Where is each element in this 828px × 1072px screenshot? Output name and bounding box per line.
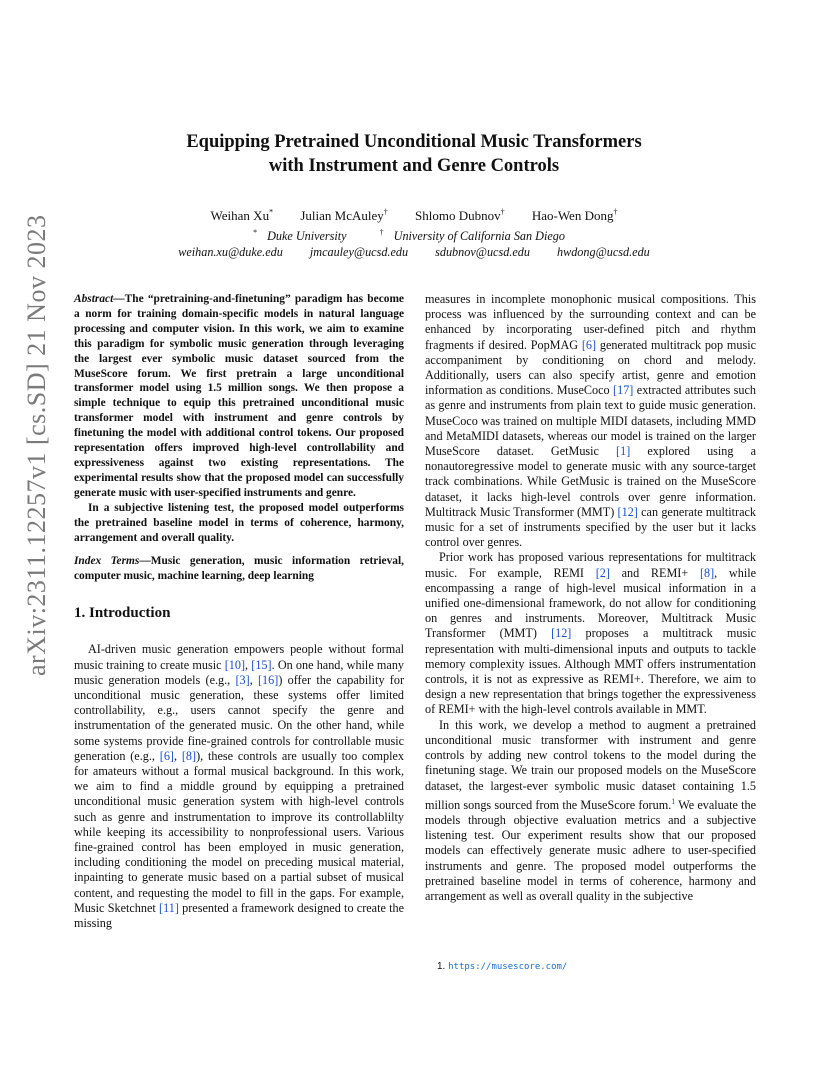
author: Julian McAuley† [300,208,388,224]
citation-link[interactable]: [2] [595,565,610,580]
citation-link[interactable]: [8] [181,748,197,763]
footnote-marker[interactable]: 1 [671,796,676,806]
citation-link[interactable]: [6] [159,748,174,763]
citation-link[interactable]: [1] [616,444,631,459]
arxiv-identifier: arXiv:2311.12257v1 [cs.SD] 21 Nov 2023 [22,214,51,676]
footnote-number: 1. [437,961,446,972]
left-column [74,292,404,931]
email-list [0,245,828,260]
affiliation: † University of California San Diego [379,228,565,244]
author: Hao-Wen Dong† [531,208,618,224]
author: Shlomo Dubnov† [414,208,505,224]
email: weihan.xu@duke.edu [178,245,283,259]
index-terms: Index Terms—Music generation, music information retrieval, computer music, machine learning, deep learning [74,555,404,583]
abstract: Abstract—The “pretraining-and-finetuning” paradigm has become a norm for training domain-specific models in natural language processing and computer vision. In this work, we aim to examine this paradigm for symbolic music generation through leveraging the largest ever symbolic music dataset sourced from the MuseScore forum. We first pretrain a large unconditional transformer model using 1.5 million songs. We then propose a simple technique to equip this pretrained unconditional music transformer model with instrument and genre controls by finetuning the model with additional control tokens. Our proposed representation offers improved high-level controllability and expressiveness against two existing representations. The experimental results show that the proposed model can successfully generate music with user-specified instruments and genre. [74,293,404,499]
right-column [425,292,756,904]
body-paragraph: measures in incomplete monophonic musical compositions. This process was influenced by the surrounding context and can be enhanced by incorporating user-defined pitch and rhythm fragments if desired. PopMAG [6] generated multitrack pop music accompaniment by conditioning on chord and melody. Additionally, users can also specify artist, genre and emotion information as conditions. MuseCoco [17] extracted attributes such as genre and instruments from plain text to guide music generation. MuseCoco was trained on multiple MIDI datasets, including MMD and MetaMIDI datasets, whereas our model is trained on the larger MuseScore dataset. GetMusic [1] explored using a nonautoregressive model to generate music with any source-target track combinations. While GetMusic is trained on the MuseScore dataset, it lacks high-level controls over genre information. Multitrack Music Transformer (MMT) [12] can generate multitrack music for a set of instruments specified by the user but it lacks control over genres. [425,292,756,550]
body-paragraph: In this work, we develop a method to augment a pretrained unconditional music transformer with instrument and genre controls by adding new control tokens to the model during the finetuning stage. We train our proposed models on the MuseScore dataset, the largest-ever symbolic music dataset containing 1.5 million songs sourced from the MuseScore forum.$^1$ We evaluate the models through objective evaluation metrics and a subjective listening test. Our experiment results show that our proposed models can effectively generate music adhere to user-specified instruments and genre. The proposed model outperforms the pretrained baseline model in terms of coherence, harmony and arrangement as well as overall quality in the subjective [425,717,757,903]
author-list [0,208,828,224]
citation-link[interactable]: [15] [251,657,272,672]
citation-link[interactable]: [10] [224,657,246,672]
affiliations [0,228,828,244]
citation-link[interactable]: [8] [699,565,715,580]
footnote-url-link[interactable]: https://musescore.com/ [448,962,568,972]
affiliation: * Duke University [253,228,347,244]
title-line-2: with Instrument and Genre Controls [268,156,560,176]
intro-paragraph: AI-driven music generation empowers people without formal music training to create music [10], [15]. On one hand, while many music generation models (e.g., [3], [16]) offer the capability for unconditional music generation, these systems offer limited controllability, e.g., users cannot specify the genre and instrumentation of the generated music. On the other hand, while some systems provide fine-grained controls for controllable music generation (e.g., [6], [8]), these controls are usually too complex for amateurs without a formal musical background. In this work, we aim to find a middle ground by equipping a pretrained unconditional music generation system with high-level controls such as genre and instrumentation to improve its controllablilty while keeping its accessibility to nonprofessional users. Various fine-grained control has been employed in music generation, including conditioning the model on preceding musical material, inpainting to generate music based on a partial subset of musical content, and requesting the model to fill in the gaps. For example, Music Sketchnet [11] presented a framework designed to create the missing [74,642,405,931]
body-paragraph: Prior work has proposed various representations for multitrack music. For example, REMI [2] and REMI+ [8], while encompassing a range of high-level musical information in a unified one-dimensional framework, do not allow for conditioning on genres and instruments. Moreover, Multitrack Music Transformer (MMT) [12] proposes a multitrack music representation with multi-dimensional inputs and outputs to tackle memory complexity issues. Although MMT offers instrumentation controls, it is not as expressive as REMI+. Therefore, we aim to design a new representation that brings together the expressiveness of REMI+ with the high-level controls available in MMT. [425,550,756,717]
email: hwdong@ucsd.edu [556,245,650,259]
citation-link[interactable]: [12] [617,504,638,519]
paper-title [0,130,828,178]
citation-link[interactable]: [11] [159,900,179,915]
section-heading: 1. Introduction [74,605,171,622]
footnote [437,961,567,972]
citation-link[interactable]: [17] [613,383,634,398]
title-line-1: Equipping Pretrained Unconditional Music Transformers [186,132,642,152]
citation-link[interactable]: [6] [581,337,597,352]
author: Weihan Xu* [210,208,274,224]
email: jmcauley@ucsd.edu [309,245,409,259]
citation-link[interactable]: [16] [258,672,279,687]
citation-link[interactable]: [3] [235,672,250,687]
abstract-paragraph-2: In a subjective listening test, the proposed model outperforms the pretrained baseline model in terms of coherence, harmony, arrangement and overall quality. [74,501,404,544]
email: sdubnov@ucsd.edu [435,245,530,259]
citation-link[interactable]: [12] [551,626,572,641]
